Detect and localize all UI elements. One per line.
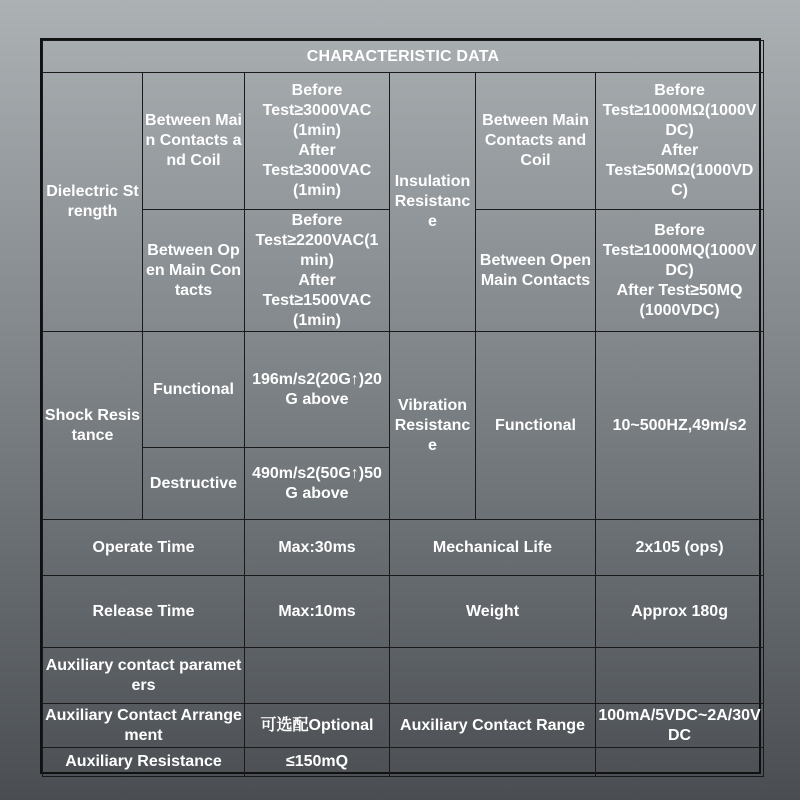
value-line: Test≥2200VAC(1 bbox=[255, 231, 379, 249]
value-line: (1min) bbox=[293, 182, 341, 199]
operate-time-value: Max:30ms bbox=[245, 520, 390, 576]
weight-value: Approx 180g bbox=[596, 576, 764, 648]
aux-arrangement-label: Auxiliary Contact Arrangement bbox=[43, 704, 245, 748]
value-line: Test≥50MΩ(1000VD bbox=[605, 162, 754, 179]
aux-resistance-empty-value bbox=[596, 748, 764, 777]
vibration-resistance-label: Vibration Resistance bbox=[390, 332, 476, 520]
dielectric-coil-label: Between Main Contacts and Coil bbox=[143, 73, 245, 210]
dielectric-coil-value bbox=[245, 73, 390, 210]
characteristic-data-table bbox=[42, 40, 764, 777]
table-title: CHARACTERISTIC DATA bbox=[43, 41, 764, 73]
value-line: Before bbox=[291, 211, 343, 229]
value-line: DC) bbox=[665, 122, 694, 139]
vibration-functional-value: 10~500HZ,49m/s2 bbox=[596, 332, 764, 520]
shock-destructive-value: 490m/s2(50G↑)50G above bbox=[245, 448, 390, 520]
value-line: Test≥1500VAC bbox=[262, 291, 372, 309]
value-line: Before bbox=[654, 82, 705, 99]
value-line: After bbox=[660, 142, 699, 159]
vibration-functional-label: Functional bbox=[476, 332, 596, 520]
value-line: C) bbox=[671, 182, 688, 199]
value-line: Before bbox=[291, 82, 343, 99]
aux-params-empty-label bbox=[390, 648, 596, 704]
shock-functional-label: Functional bbox=[143, 332, 245, 448]
mechanical-life-value: 2x105 (ops) bbox=[596, 520, 764, 576]
aux-resistance-empty-label bbox=[390, 748, 596, 777]
aux-params-empty-value bbox=[596, 648, 764, 704]
value-line: (1min) bbox=[293, 122, 341, 139]
value-line: min) bbox=[300, 251, 334, 269]
characteristic-data-sheet bbox=[40, 38, 761, 774]
aux-params-value-empty bbox=[245, 648, 390, 704]
dielectric-open-label: Between Open Main Contacts bbox=[143, 210, 245, 332]
aux-arrangement-value: 可选配Optional bbox=[245, 704, 390, 748]
shock-resistance-label: Shock Resistance bbox=[43, 332, 143, 520]
value-line: After Test≥50MQ bbox=[616, 281, 743, 299]
aux-range-label: Auxiliary Contact Range bbox=[390, 704, 596, 748]
value-line: (1000VDC) bbox=[639, 301, 720, 319]
value-line: Test≥3000VAC bbox=[262, 162, 372, 179]
value-line: After bbox=[298, 142, 336, 159]
release-time-label: Release Time bbox=[43, 576, 245, 648]
insulation-open-label: Between Open Main Contacts bbox=[476, 210, 596, 332]
shock-functional-value: 196m/s2(20G↑)20G above bbox=[245, 332, 390, 448]
aux-params-label: Auxiliary contact parameters bbox=[43, 648, 245, 704]
dielectric-strength-label: Dielectric Strength bbox=[43, 73, 143, 332]
value-line: (1min) bbox=[293, 311, 341, 329]
value-line: After bbox=[298, 271, 336, 289]
dielectric-open-value bbox=[245, 210, 390, 332]
aux-resistance-value: ≤150mQ bbox=[245, 748, 390, 777]
value-line: Test≥3000VAC bbox=[262, 102, 372, 119]
value-line: DC) bbox=[665, 261, 694, 279]
aux-range-value: 100mA/5VDC~2A/30VDC bbox=[596, 704, 764, 748]
insulation-coil-value bbox=[596, 73, 764, 210]
value-line: Before bbox=[654, 221, 705, 239]
insulation-open-value bbox=[596, 210, 764, 332]
mechanical-life-label: Mechanical Life bbox=[390, 520, 596, 576]
value-line: Test≥1000MQ(1000V bbox=[602, 241, 757, 259]
release-time-value: Max:10ms bbox=[245, 576, 390, 648]
value-line: Test≥1000MΩ(1000V bbox=[602, 102, 757, 119]
insulation-coil-label: Between Main Contacts and Coil bbox=[476, 73, 596, 210]
aux-resistance-label: Auxiliary Resistance bbox=[43, 748, 245, 777]
insulation-resistance-label: Insulation Resistance bbox=[390, 73, 476, 332]
shock-destructive-label: Destructive bbox=[143, 448, 245, 520]
weight-label: Weight bbox=[390, 576, 596, 648]
operate-time-label: Operate Time bbox=[43, 520, 245, 576]
